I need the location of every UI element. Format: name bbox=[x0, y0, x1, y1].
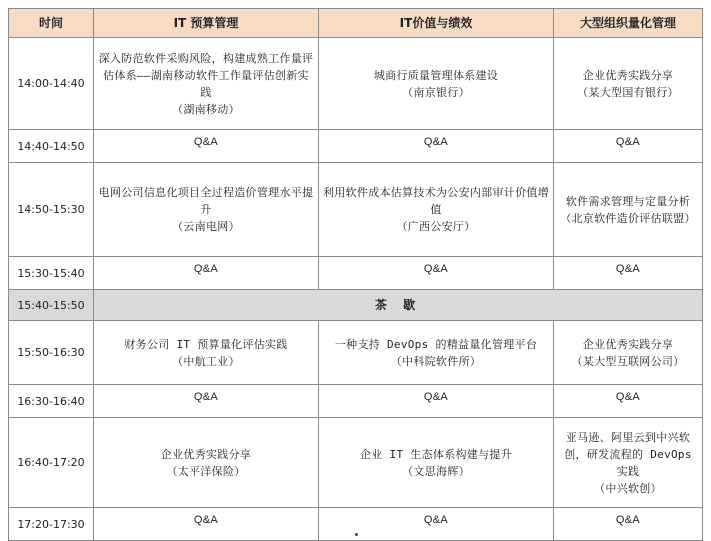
talk-org: （太平洋保险） bbox=[166, 464, 246, 478]
session-cell bbox=[554, 38, 703, 130]
session-cell bbox=[319, 38, 554, 130]
qa-cell: Q&A bbox=[319, 130, 554, 163]
break-row bbox=[9, 290, 703, 321]
session-cell bbox=[319, 163, 554, 257]
talk-title: 企业优秀实践分享 bbox=[160, 447, 252, 461]
time-cell: 16:40-17:20 bbox=[9, 418, 94, 508]
talk-title: 利用软件成本估算技术为公安内部审计价值增值 bbox=[323, 186, 549, 216]
talk-org: （中科院软件所） bbox=[390, 354, 482, 368]
talk-title: 深入防范软件采购风险，构建成熟工作量评估体系——湖南移动软件工作量评估创新实践 bbox=[98, 51, 314, 99]
time-cell: 17:20-17:30 bbox=[9, 508, 94, 541]
session-cell bbox=[319, 321, 554, 385]
session-row bbox=[9, 418, 703, 508]
time-cell: 15:30-15:40 bbox=[9, 257, 94, 290]
qa-row bbox=[9, 130, 703, 163]
talk-title: 企业优秀实践分享 bbox=[582, 337, 674, 351]
time-cell: 14:00-14:40 bbox=[9, 38, 94, 130]
talk-org: （文思海辉） bbox=[402, 464, 470, 478]
talk-org: （北京软件造价评估联盟） bbox=[560, 211, 696, 225]
time-cell: 16:30-16:40 bbox=[9, 385, 94, 418]
session-cell bbox=[94, 38, 319, 130]
qa-cell: Q&A bbox=[94, 257, 319, 290]
session-cell bbox=[319, 418, 554, 508]
talk-title: 电网公司信息化项目全过程造价管理水平提升 bbox=[98, 186, 314, 216]
time-cell: 15:50-16:30 bbox=[9, 321, 94, 385]
session-row bbox=[9, 321, 703, 385]
talk-org: （中航工业） bbox=[172, 354, 240, 368]
header-track-value: IT价值与绩效 bbox=[319, 9, 554, 38]
talk-title: 城商行质量管理体系建设 bbox=[373, 68, 499, 82]
talk-org: （云南电网） bbox=[172, 220, 240, 233]
talk-org: （某大型国有银行） bbox=[577, 85, 679, 99]
header-row bbox=[9, 9, 703, 38]
session-cell bbox=[554, 321, 703, 385]
session-cell bbox=[94, 321, 319, 385]
session-cell bbox=[554, 163, 703, 257]
session-cell bbox=[554, 418, 703, 508]
session-cell bbox=[94, 418, 319, 508]
qa-cell: Q&A bbox=[94, 508, 319, 541]
session-row bbox=[9, 38, 703, 130]
header-time: 时间 bbox=[9, 9, 94, 38]
talk-org: （南京银行） bbox=[402, 85, 470, 99]
talk-title: 财务公司 IT 预算量化评估实践 bbox=[124, 337, 288, 351]
talk-org: （中兴软创） bbox=[594, 481, 662, 495]
talk-org: （湖南移动） bbox=[172, 102, 240, 116]
qa-cell: Q&A bbox=[319, 508, 554, 541]
qa-cell: Q&A bbox=[94, 130, 319, 163]
tea-break-label: 茶 歇 bbox=[94, 290, 703, 321]
time-cell: 15:40-15:50 bbox=[9, 290, 94, 321]
talk-title: 企业 IT 生态体系构建与提升 bbox=[360, 447, 512, 461]
qa-cell: Q&A bbox=[554, 257, 703, 290]
talk-title: 企业优秀实践分享 bbox=[582, 68, 674, 82]
page-dot-mark bbox=[355, 533, 358, 536]
talk-title: 亚马逊、阿里云到中兴软创，研发流程的 DevOps 实践 bbox=[564, 430, 692, 478]
qa-cell: Q&A bbox=[319, 257, 554, 290]
schedule-table bbox=[8, 8, 703, 541]
header-track-org: 大型组织量化管理 bbox=[554, 9, 703, 38]
talk-org: （某大型互联网公司） bbox=[571, 354, 685, 368]
header-track-budget: IT 预算管理 bbox=[94, 9, 319, 38]
qa-cell: Q&A bbox=[554, 508, 703, 541]
qa-cell: Q&A bbox=[94, 385, 319, 418]
qa-row bbox=[9, 385, 703, 418]
talk-org: （广西公安厅） bbox=[396, 220, 476, 233]
session-row bbox=[9, 163, 703, 257]
qa-cell: Q&A bbox=[319, 385, 554, 418]
talk-title: 一种支持 DevOps 的精益量化管理平台 bbox=[334, 337, 538, 351]
qa-cell: Q&A bbox=[554, 385, 703, 418]
session-cell bbox=[94, 163, 319, 257]
qa-row bbox=[9, 257, 703, 290]
talk-title: 软件需求管理与定量分析 bbox=[565, 194, 691, 208]
time-cell: 14:50-15:30 bbox=[9, 163, 94, 257]
qa-cell: Q&A bbox=[554, 130, 703, 163]
time-cell: 14:40-14:50 bbox=[9, 130, 94, 163]
